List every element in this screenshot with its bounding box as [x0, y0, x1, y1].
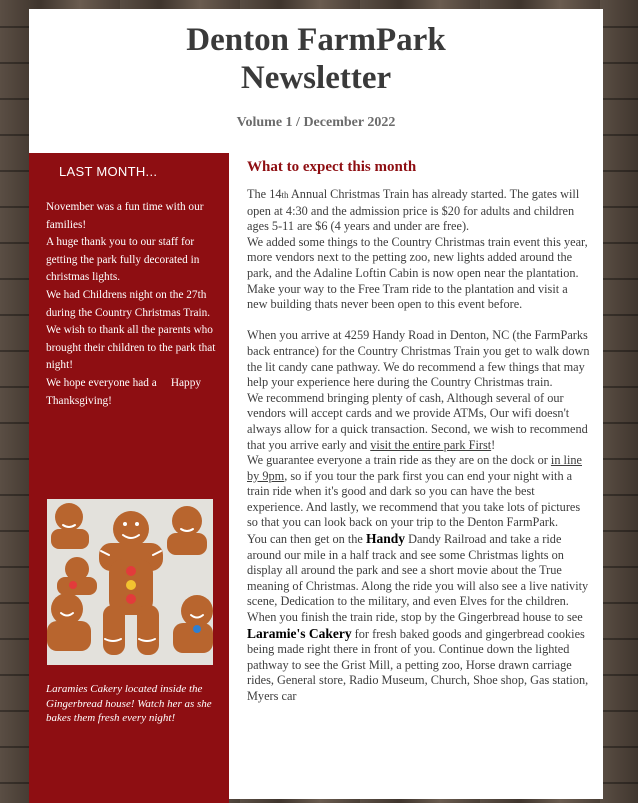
text-span: We recommend bringing plenty of cash, Although several of our vendors will accept cards and we provide ATMs, Our wifi doesn't always allow for a quick transaction. Second, we wish to recommend that you arrive early and [247, 390, 588, 452]
text-span: When you finish the train ride, stop by the Gingerbread house to see [247, 610, 583, 625]
text-span: The [247, 187, 270, 201]
main-column [247, 159, 591, 705]
paragraph-guarantee [247, 453, 591, 531]
newsletter-title [29, 21, 603, 97]
main-heading: What to expect this month [247, 159, 417, 175]
paragraph-gingerbread [247, 610, 591, 705]
in-line-by-9pm-text: in line by 9pm [247, 453, 582, 483]
text-span: Dandy Railroad and take a ride around our mile in a half track and see some Christmas lights on display all around the park and see a short movie about the True meaning of Christmas. Along the ride you will also see a live nativity scene, Dedication to the military, and even Elves for the children. [247, 532, 589, 609]
sidebar-paragraph: A huge thank you to our staff for getting the park fully decorated in christmas lights. [46, 236, 200, 284]
text-span: , so if you tour the park first you can end your night with a train ride when it's good and dark so you can have the best experience. And lastly, we recommend that you take lots of pictures so that you can look back on your trip to the Denton FarmPark. [247, 468, 581, 530]
text-span: ! [491, 437, 496, 452]
sidebar-paragraph: November was a fun time with our families! [46, 201, 204, 231]
handy-bold: Handy [365, 531, 406, 547]
text-span: You can then get on the [247, 532, 366, 547]
photo-caption: Laramies Cakery located inside the Gingerbread house! Watch her as she bakes them fresh every night! [46, 683, 212, 724]
gingerbread-image [47, 499, 213, 665]
title-line-2: Newsletter [240, 60, 392, 96]
visit-park-first-text: visit the entire park First [370, 437, 492, 452]
laramies-cakery-bold: Laramie's Cakery [247, 625, 352, 641]
text-span: We guarantee everyone a train ride as they are on the dock or [247, 453, 551, 468]
sidebar-paragraph: We hope everyone had a Happy Thanksgiving! [46, 376, 204, 407]
paragraph-railroad [247, 531, 591, 610]
gingerbread-cookies-photo [47, 499, 213, 665]
sidebar-body [29, 183, 229, 410]
sidebar-heading: LAST MONTH... [59, 164, 158, 179]
text-span: Annual Christmas Train has already started. The gates will open at 4:30 and the admission price is $20 for adults and children ages 5-11 are $6 (4 years and under are free). [247, 187, 580, 234]
newsletter-page [29, 9, 603, 799]
paragraph-arrival: When you arrive at 4259 Handy Road in Denton, NC (the FarmParks back entrance) for the Country Christmas Train you get to walk down the lit candy cane pathway. We do recommend a few things that may help your experience here during the Country Christmas train. [247, 328, 590, 390]
main-body [247, 187, 591, 705]
text-span: 14 [269, 187, 282, 201]
text-span: for fresh baked goods and gingerbread cookies being made right there in front of you. Continue down the lighted pathway to see the Grist Mill, a petting zoo, Horse drawn carriage rides, General store, Radio Museum, Church, Shoe shop, Gas station, Myers car [247, 626, 589, 703]
paragraph-intro [247, 187, 591, 235]
title-line-1: Denton FarmPark [186, 22, 446, 58]
volume-subtitle: Volume 1 / December 2022 [236, 115, 396, 130]
paragraph-additions: We added some things to the Country Christmas train event this year, more vendors next to the petting zoo, new lights added around the park, and the Adaline Loftin Cabin is now open near the plantation. Make your way to the Free Tram ride to the plantation and visit a new building thats never been open to this event before. [247, 234, 588, 312]
sidebar-paragraph: We had Childrens night on the 27th during the Country Christmas Train. We wish to thank all the parents who brought their children to the park that night! [46, 288, 216, 372]
paragraph-recommend [247, 391, 591, 453]
ordinal-suffix: th [281, 190, 289, 200]
last-month-sidebar [29, 153, 229, 803]
